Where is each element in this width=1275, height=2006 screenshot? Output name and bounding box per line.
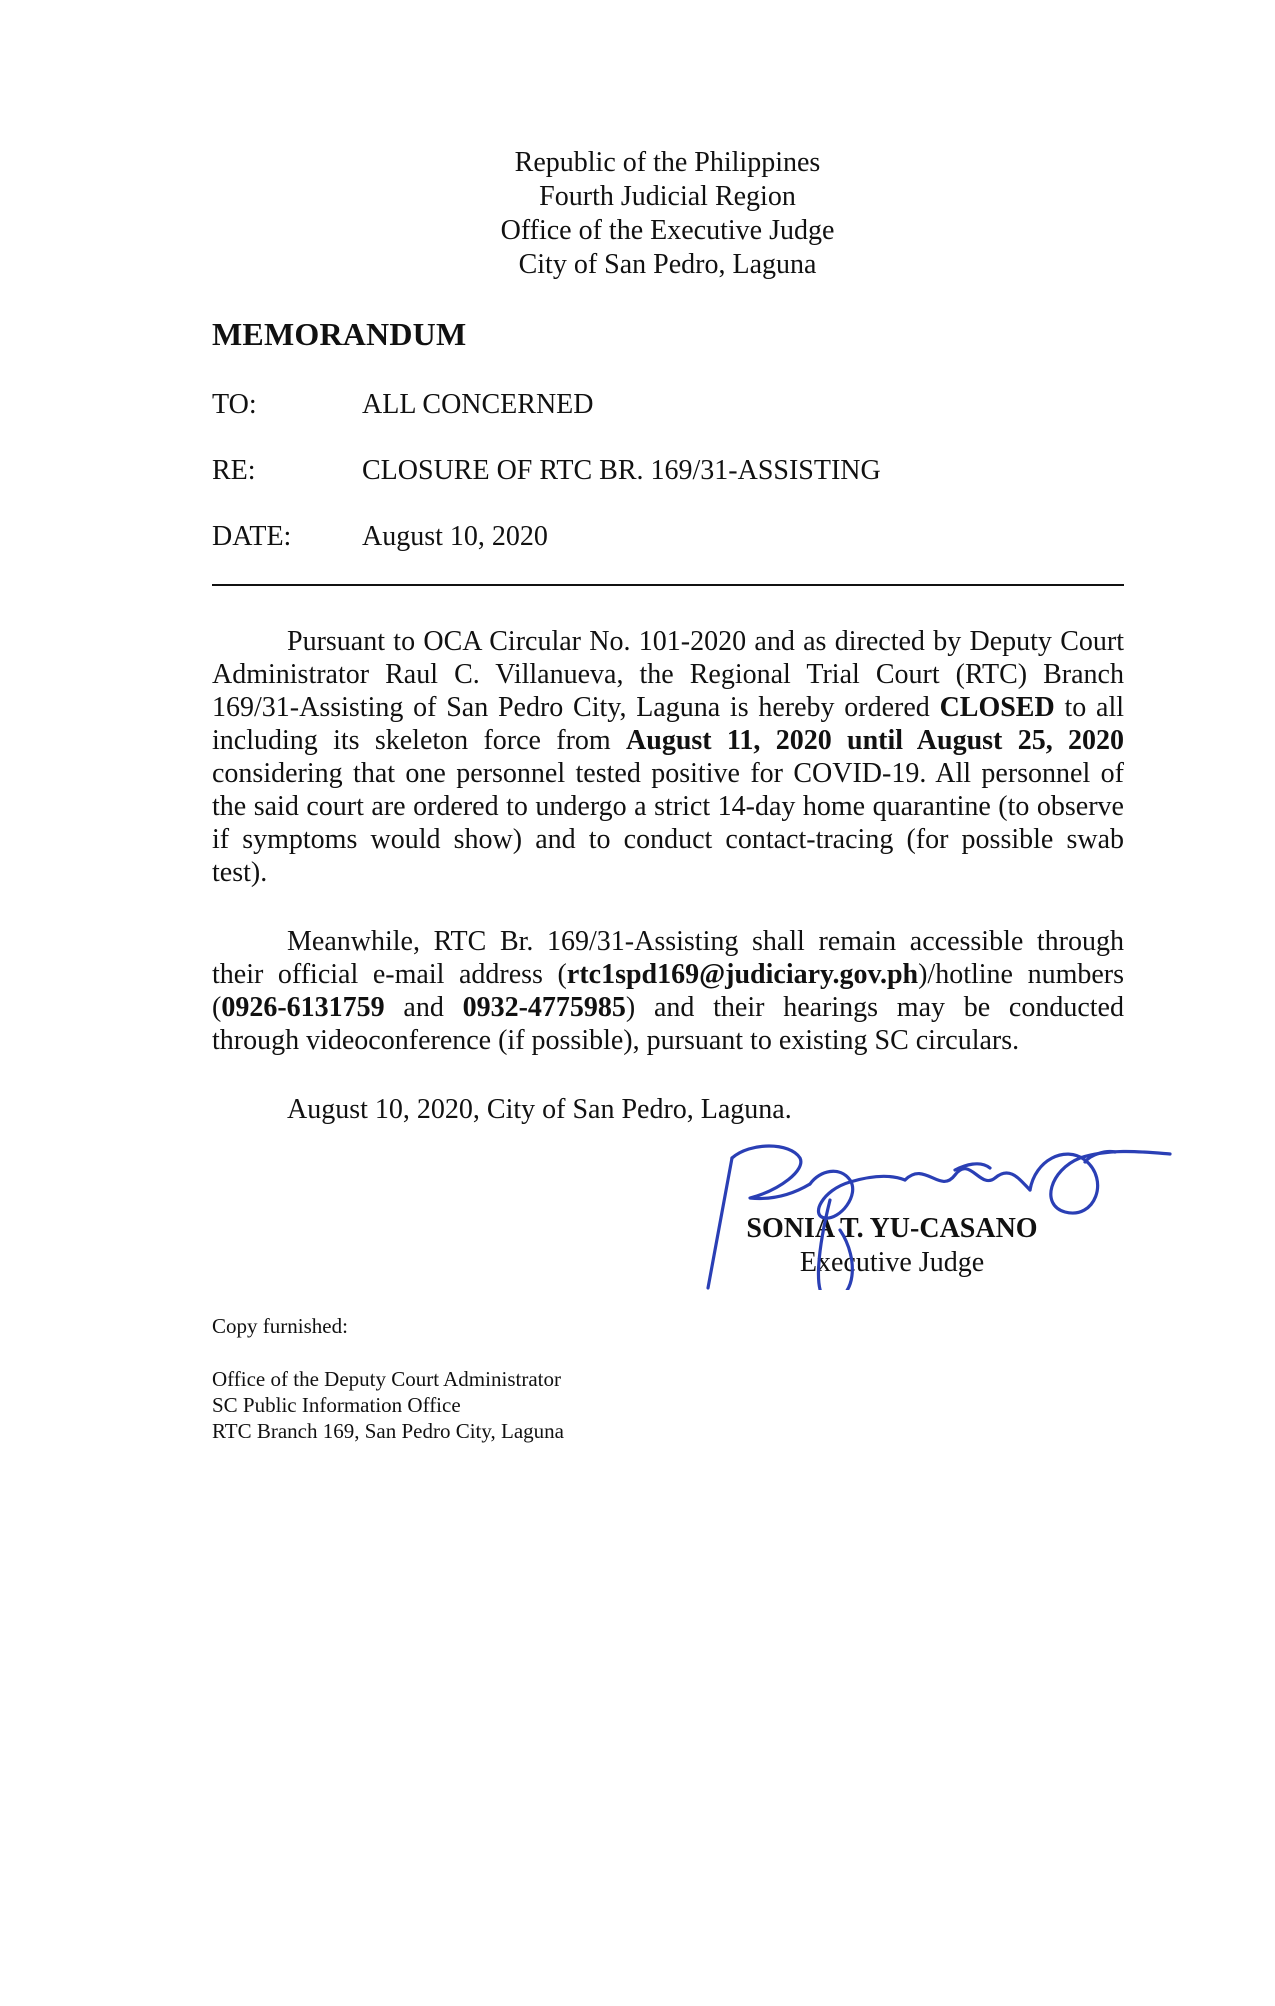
re-value: CLOSURE OF RTC BR. 169/31-ASSISTING — [362, 455, 881, 486]
hotline-number-2: 0932-4775985 — [462, 992, 626, 1023]
letterhead-line-country: Republic of the Philippines — [514, 147, 821, 178]
para2-text-1: Meanwhile, RTC Br. 169/31-Assisting shall remain accessible through their official e-mail address ( — [212, 926, 1124, 990]
date-value: August 10, 2020 — [362, 521, 548, 552]
header-divider — [212, 584, 1124, 586]
para1-closure-dates: August 11, 2020 until August 25, 2020 — [626, 725, 1125, 756]
re-label: RE: — [212, 455, 256, 486]
to-label: TO: — [212, 389, 257, 420]
copy-furnished-label: Copy furnished: — [212, 1314, 348, 1338]
letterhead-line-region: Fourth Judicial Region — [539, 181, 796, 212]
recipient-item: RTC Branch 169, San Pedro City, Laguna — [212, 1419, 564, 1443]
handwritten-signature — [690, 1140, 1180, 1290]
hotline-number-1: 0926-6131759 — [221, 992, 385, 1023]
para1-closed-emphasis: CLOSED — [939, 692, 1055, 723]
letterhead-line-city: City of San Pedro, Laguna — [518, 249, 817, 280]
signatory-position: Executive Judge — [799, 1247, 985, 1278]
body-paragraph-closure — [212, 625, 1124, 889]
letterhead — [380, 146, 955, 282]
para2-text-2: )/hotline numbers ( — [212, 959, 1124, 1023]
to-value: ALL CONCERNED — [362, 389, 594, 420]
letterhead-line-office: Office of the Executive Judge — [500, 215, 835, 246]
date-label: DATE: — [212, 521, 292, 552]
signatory-name: SONIA T. YU-CASANO — [746, 1213, 1038, 1244]
recipient-item: Office of the Deputy Court Administrator — [212, 1367, 561, 1391]
copy-furnished-list — [212, 1366, 564, 1444]
closing-dateline: August 10, 2020, City of San Pedro, Laguna. — [287, 1094, 792, 1125]
body-paragraph-contact — [212, 925, 1124, 1057]
recipient-item: SC Public Information Office — [212, 1393, 461, 1417]
document-title: MEMORANDUM — [212, 316, 467, 352]
para2-text-3: and — [384, 992, 463, 1023]
para1-text-2: to all including its skeleton force from — [212, 692, 1125, 756]
email-address: rtc1spd169@judiciary.gov.ph — [566, 959, 919, 990]
para1-text-3: considering that one personnel tested positive for COVID-19. All personnel of the said court are ordered to undergo a strict 14-day home quarantine (to observe if symptoms would show) and to conduct contact-tracing (for possible swab test). — [212, 758, 1124, 888]
para2-text-4: ) and their hearings may be conducted through videoconference (if possible), pursuant to existing SC circulars. — [212, 992, 1124, 1056]
para1-text-1: Pursuant to OCA Circular No. 101-2020 and as directed by Deputy Court Administrator Raul C. Villanueva, the Regional Trial Court (RTC) Branch 169/31-Assisting of San Pedro City, Laguna is hereby ordered — [212, 626, 1124, 723]
